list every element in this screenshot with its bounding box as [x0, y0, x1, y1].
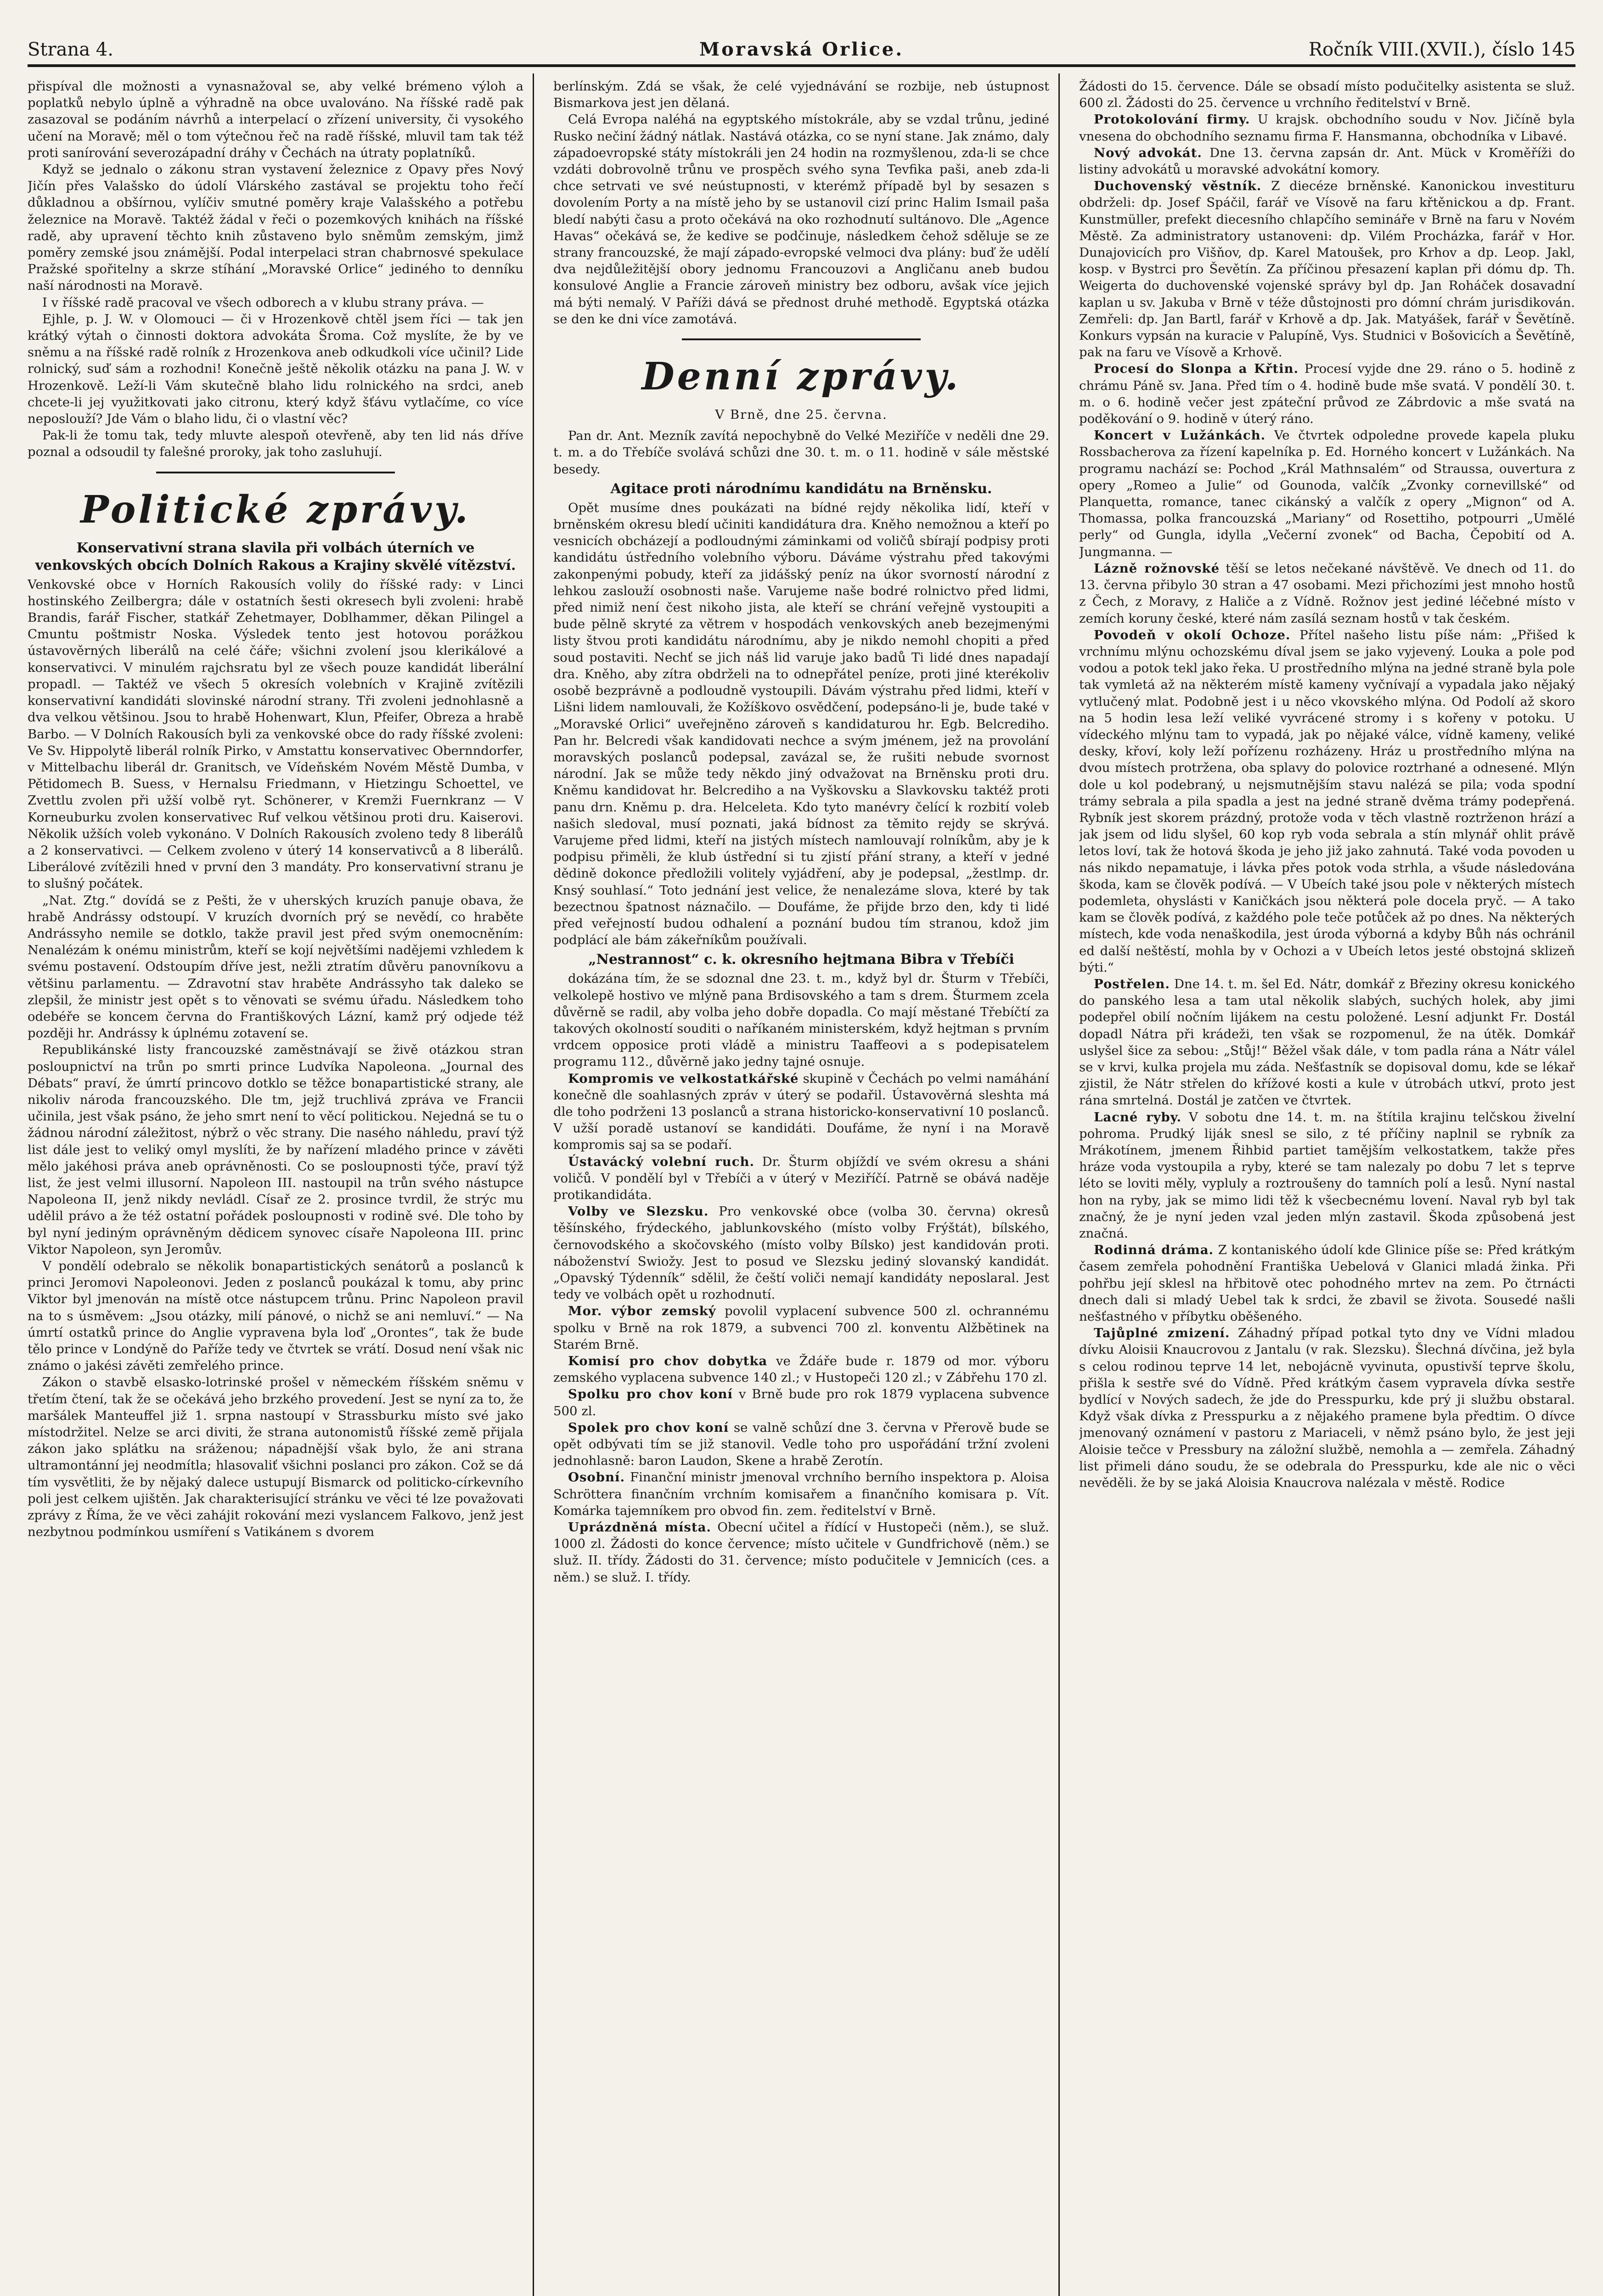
inline-heading: Tajůplné zmizení. — [1094, 1326, 1230, 1341]
paragraph: Ejhle, p. J. W. v Olomouci — či v Hrozenkově chtěl jsem říci — tak jen krátký výtah o činnosti doktora advokáta Šroma. Což myslíte, že by ve sněmu a na říšské radě rolník z Hrozenkova aneb odkudkoli více učinil? Lide rolnický, suď sám a rozhodni! Konečně ještě několik otázku na pana J. W. v Hrozenkově. Leží-li Vám skutečně blaho lidu rolnického na srdci, aneb chcete-li jej využitkovati jako citronu, který když šťávu vytlačíme, co více neposlouží? Jde Vám o blaho lidu, či o vlastní věc? — [28, 311, 523, 427]
paragraph — [553, 1519, 1049, 1586]
column-2 — [553, 78, 1049, 2296]
section-title-political: Politické zprávy. — [80, 487, 471, 532]
inline-heading: Rodinná dráma. — [1094, 1243, 1214, 1258]
inline-heading: Postřelen. — [1094, 976, 1170, 991]
paragraph — [553, 1203, 1049, 1303]
inline-heading: Povodeň v okolí Ochoze. — [1094, 627, 1291, 642]
article-heading: Konservativní strana slavila při volbách úterních ve venkovských obcích Dolních Rakous a Krajiny skvělé vítězství. — [35, 540, 516, 574]
inline-heading: Nový advokát. — [1094, 145, 1202, 160]
paragraph — [553, 1303, 1049, 1353]
paragraph — [1079, 560, 1575, 627]
paragraph: dokázána tím, že se sdoznal dne 23. t. m., když byl dr. Šturm v Třebíči, velkolepě hostivo ve mlýně pana Brdisovského a tam s drem. Šturmem zcela důvěrně se radil, aby volba jeho dobře dopadla. Co mají městané Třebíčtí za takových okolností souditi o naříkaném ministerském, když hejtman s prvním vrdcem opposice proti vládě a ministru Taaffeovi a s podepisatelem programu 112., důvěrně jako jedny tajné osnuje. — [553, 971, 1049, 1069]
inline-heading: Koncert v Lužánkách. — [1094, 428, 1266, 443]
paragraph-text: Dne 13. června zapsán dr. Ant. Mück v Kroměříži do listiny advokátů u moravské advokátní komory. — [1079, 145, 1575, 177]
paragraph-text: Přítel našeho listu píše nám: „Přišed k vrchnímu mlýnu ochozskému díval jsem se jako vyjevený. Louka a pole pod vodou a potok tekl jako řeka. U prostředního mlýna na jedné straně byla pole tak vymletá až na některém místě kameny vyčnívají a vypadala jako nějaký vytlučený mlat. Podobně jest i u něco vkovského mlýna. Od Podolí až skoro na 5 hodin lesa leží veliké vyvrácené stromy i s kořeny v potoku. U vídeckého mlýnu tam to vypadá, jak po nějaké válce, vídně kameny, veliké desky, křoví, koly leží pořízenu rozházeny. Hráz u prostředního mlýna na dvou místech protržena, oba splavy do polovice roztrhané a odnesené. Mlýn dole u kol podebraný, u nejsmutnějším stavu nalézá se pila; voda spodní trámy sebrala a pila spadla a jest na jedné straně dvěma trámy podepřená. Rybník jest skorem prázdný, protože voda v těch vlastně roztrženon hrází a jak jsem od lidu slyšel, 60 kop ryb voda sebrala a stín mlynář ohlit právě letos loví, tak že hotová škoda je jeho již jako zahnutá. Také voda povoden u nás nikdo nepamatuje, i lávka přes potok voda strhla, a všude následována škoda, kam se člověk podívá. — V Ubeích také jsou pole v některých místech podemleta, ohyslásti v Kaničkách jsou některá pole docela pryč. — A tako kam se člověk podívá, z každého pole teče potůček až po dnes. Na některých místech, kde voda nenaškodila, jest úroda výborná a kdyby Bůh nás ochránil ed další neštěstí, mohla by v Ochozi a v Ubeích letos jesté obstojná sklizeň býti.“ — [1079, 627, 1575, 975]
paragraph — [1079, 1325, 1575, 1491]
paragraph-text: Z diecéze brněnské. Kanonickou investituru obdrželi: dp. Josef Spáčil, farář ve Vísově na faru křtěnickou a dp. Frant. Kunstmüller, prefekt diecesního chlapčího semináře v Brně na faru v Novém Městě. Za administratory ustanoveni: dp. Vilém Procházka, farář v Hor. Dunajovicích pro Višňov, dp. Karel Matoušek, pro Krhov a dp. Leop. Jakl, kosp. v Bystrci pro Ševětín. Za příčinou přesazení kaplan při dómu dp. Th. Weigerta do duchovenské vojenské správy byl dp. Jan Roháček dosavadní kaplan u sv. Jakuba v Brně v téže důstojnosti pro dómní chrám jurisdikován. Zemřeli: dp. Jan Bartl, farář v Krhově a dp. Jak. Matyášek, farář v Ševětíně. Konkurs vypsán na kuracie v Palupíně, Vys. Studnici v Bošovicích a Ševětíně, pak na faru ve Vísově a Krhově. — [1079, 179, 1575, 360]
dateline: V Brně, dne 25. června. — [715, 407, 888, 422]
paragraph-text: v Brně bude pro rok 1879 vyplacena subvence 500 zl. — [553, 1387, 1049, 1418]
paragraph-text: U krajsk. obchodního soudu v Nov. Jičíně byla vnesena do obchodního seznamu firma F. Hansmanna, obchodníka v Libavé. — [1079, 112, 1575, 144]
paragraph — [1079, 111, 1575, 144]
inline-heading: Spolek pro chov koní — [568, 1420, 729, 1435]
inline-heading: Komisí pro chov dobytka — [568, 1354, 768, 1369]
article-heading: Agitace proti národnímu kandidátu na Brněnsku. — [610, 480, 992, 497]
paragraph: Republikánské listy francouzské zaměstnávají se živě otázkou stran posloupnictví na trůn po smrti prince Ludvíka Napoleona. „Journal des Débats“ praví, že úmrtí princovo dotklo se těžce bonapartistické strany, ale nikoliv národa francouzského. Dle tm, jejž truchlivá zpráva ve Francii učinila, jest však psáno, že jeho smrt není to věcí politickou. Nejedná se tu o žádnou národní záležitost, nýbrž o věc strany. Die nasého náhledu, praví týž list dále jest to veliký omyl myslíti, že by nařízení mladého prince v závěti mělo jakéhosi práva aneb oprávněnosti. Co se posloupnosti týče, praví týž list, že jest velmi illusorní. Napoleon III. nastoupil na trůn svého nástupce Napoleona II, jenž nikdy nevládl. Císař ze 2. prosince tvrdil, že strýc mu udělil právo a že též ostatní pořádek posloupnosti v rodině své. Dle toho by byl nyní jediným oprávněným dědicem synovec císaře Napoleona III. princ Viktor Napoleon, syn Jeromův. — [28, 1042, 523, 1257]
paragraph-text: Obecní učitel a řídící v Hustopeči (něm.), se služ. 1000 zl. Žádosti do konce července; místo učitele v Gundfrichově (něm.) se služ. II. třídy. Žádosti do 31. července; místo podučitele v Jemnicích (ces. a něm.) se služ. I. třídy. — [553, 1520, 1049, 1585]
paragraph — [553, 1469, 1049, 1519]
paragraph — [1079, 178, 1575, 360]
paragraph: Opět musíme dnes poukázati na bídné rejdy několika lidí, kteří v brněnském okresu bledí učiniti kandidátura dra. Kněho nemožnou a kteří po vesnicích obcházejí a podloudnými záminkami od voličů sbírají podpisy proti kandidátu ústředního volebního výboru. Dáváme výstrahu před takovými zakonpenými pobudy, kteří za jidášský peníz na úkor svorností národní z lehkou zaslouží osobnosti naše. Varujeme naše bodré rolnictvo před lidmi, před nimiž není čest nikoho jista, ale kteří se chrání veřejně vystoupiti a bude pělně skryté za větrem v hospodách venkovských aneb bezejmenými listy štvou proti kandidátu národnímu, aby je nikdo nemohl chopiti a před soud postaviti. Nechť se jich náš lid varuje jako badů Ti lidé dnes napadají dra. Kněho, aby zítra obdrželi na to odnepřátel peníze, proti jiné kterékoliv osobě bezprávně a podloudně vystoupili. Dávám výstrahu před lidmi, kteří v Lišni lidem namlouvali, že Kožíškovo osvědčení, podepsáno-li je, bude také v „Moravské Orlici“ uveřejněno zároveň s kandidaturou hr. Egb. Belcrediho. Pan hr. Belcredi však kandidovati nechce a svým jménem, jež na provolání moravských poslanců podepsal, zavázal se, že rušiti nebude svornost národní. Jak se může tedy někdo jiný odvažovat na Brněnsku proti dru. Kněmu kandidovat hr. Belcrediho a na Vyškovsku a Slavkovsku taktéž proti panu drn. Kněmu p. dra. Helceleta. Kdo tyto manévry čelící k rozbití voleb našich sledoval, musí poznati, jaká bídnost za těmito rejdy se skrývá. Varujeme před lidmi, kteří na jistých místech namlouvají rolníkům, aby je k podpisu přiměli, že klub ústřední si tu zjistí přání strany, a kteří v jedné dědině dokonce předložili volitely vyjádření, aby je podepsal, „žestlmp. dr. Knsý souhlasí.“ Toto jednání jest velice, že nenalezáme slova, které by tak bezectnou špatnost náznačilo. — Doufáme, že přijde brzo den, kdy ti lidé před veřejností budou odhalení a poznání budou tím stranou, kdož jim podplácí ale bám zákeřníkům používali. — [553, 500, 1049, 948]
paragraph: Pak-li že tomu tak, tedy mluvte alespoň otevřeně, aby ten lid nás dříve poznal a odsoudil ty falešné proroky, jak toho zasluhují. — [28, 428, 523, 460]
paragraph — [1079, 1109, 1575, 1242]
paragraph: přispíval dle možnosti a vynasnažoval se, aby velké brémeno výloh a poplatků nebylo úplně a výhradně na obce uvalováno. Na říšské radě pak zasazoval se podáním návrhů a interpelací o zřízení university, či vysokého učení na Moravě; měl o tom výtečnou řeč na radě říšské, mluvil tam tak též proti sanírování severozápadní dráhy v Čechách na útraty poplatníků. — [28, 79, 523, 160]
section-rule — [682, 338, 921, 340]
paragraph — [1079, 1242, 1575, 1325]
paragraph: berlínským. Zdá se však, že celé vyjednávání se rozbije, neb ústupnost Bismarkova jest jen dělaná. — [553, 79, 1049, 111]
paragraph: Žádosti do 15. července. Dále se obsadí místo podučitelky asistenta se služ. 600 zl. Žádosti do 25. července u vrchního ředitelství v Brně. — [1079, 79, 1575, 111]
paragraph-text: Pro venkovské obce (volba 30. června) okresů těšínského, frýdeckého, jablunkovského (místo volby Frýštát), bílského, černovodského a skočovského (místo volby Bílsko) jest kandidován proti. náboženství Swiožy. Jest to posud ve Slezsku jediný slovanský kandidát. „Opavský Týdenník“ sdělil, že čeští voliči nemají kandidáty neposlaral. Jest tedy ve volbách opět u rozhodnutí. — [553, 1204, 1049, 1302]
paragraph-text: těší se letos nečekané návštěvě. Ve dnech od 11. do 13. června přibylo 30 stran a 47 osobami. Mezi přichozími jest mnoho hostů z Čech, z Moravy, z Haliče a z Vídně. Rožnov jest jediné léčebné místo v zemích koruny české, které nám zasílá seznam hostů v tak českém. — [1079, 561, 1575, 626]
page-header — [28, 37, 1575, 67]
paragraph — [1079, 360, 1575, 427]
section-title-daily-news: Denní zprávy. — [641, 355, 961, 399]
paragraph — [1079, 145, 1575, 178]
inline-heading: Spolku pro chov koní — [568, 1387, 733, 1402]
paragraph: Zákon o stavbě elsasko-lotrinské prošel v německém říšském sněmu v třetím čtení, tak že se očekává jeho brzkého provedení. Jest se nyní za to, že maršálek Manteuffel již 1. srpna nastoupí v Strassburku místo své jako místodržitel. Nelze se arci diviti, že strana autonomistů říšské země přijala zákon jako splátku na sráženou; nápadnější však bylo, že ani strana ultramontánní jej neodmítla; hlasovaliť všichni poslanci pro zákon. Což se dá tím vysvětliti, že by nějaký dalece ustupují Bismarck od politicko-církevního poli jest celkem ujištěn. Jak charakterisující stránku ve věci té lze považovati zprávy z Říma, že ve věci zahájit rokování mezi vyslancem Falkovo, jenž jest nezbytnou podmínkou usmíření s Vatikánem s dvorem — [28, 1375, 523, 1540]
paragraph-text: V sobotu dne 14. t. m. na štítila krajinu telčskou živelní pohroma. Prudký liják snesl se silo, z té příčiny naplnil se rybník za Mrákotínem, jmenem Řihbid partiet tamějším velkostatkem, takže přes hráze voda vystoupila a ryby, které se tam nalezaly po dobu 7 let s teprve léto se loviti měly, vypluly a roztroušeny do tamních polí a lesů. Nyní nastal hon na ryby, jak se mimo lidi těž k všecbecnému lovení. Naval ryb byl tak značný, že je nyní jeden vzal jeden mlýn zastavil. Škoda způsobená jest značná. — [1079, 1109, 1575, 1241]
inline-heading: Uprázdněná místa. — [568, 1520, 711, 1535]
paragraph: Když se jednalo o zákonu stran vystavení železnice z Opavy přes Nový Jičín přes Valašsko do údolí Vlárského zastával se projektu toho řečí důkladnou a obšírnou, vylíčiv smutné poměry kraje Valašského a potřebu železnice na Moravě. Taktéž žádal v řeči o pozemkových knihách na říšské radě, aby upravení těchto knih zůstaveno bylo sněmům zemským, jimž poměry zemské jsou známější. Podal interpelaci stran chabrnosvé spekulace Pražské spořitelny a skrze stíhání „Moravské Orlice“ jediného to denníku naší národnosti na Moravě. — [28, 162, 523, 293]
paragraph — [553, 1154, 1049, 1204]
inline-heading: Mor. výbor zemský — [568, 1304, 716, 1319]
paragraph: V pondělí odebralo se několik bonapartistických senátorů a poslanců k princi Jeromovi Napoleonovi. Jeden z poslanců poukázal k tomu, aby princ Viktor byl jmenován na místě otce nástupcem trůnu. Princ Napoleon pravil na to s úsměvem: „Jsou otázky, milí pánové, o nichž se ani nemluví.“ — Na úmrtí ostatků prince do Anglie vypravena byla loď „Orontes“, tak že bude tělo prince v Londýně do Paříže tedy ve čtvrtek se vrátí. Dosud není však nic známo o jakési závěti zemřelého prince. — [28, 1259, 523, 1373]
inline-heading: Volby ve Slezsku. — [568, 1204, 709, 1219]
section-rule — [156, 472, 395, 473]
paragraph: Venkovské obce v Horních Rakousích volily do říšské rady: v Linci hostinského Zeilbergra; dále v ostatních šesti okresech byli zvoleni: hrabě Brandis, farář Fischer, statkář Zehetmayer, Doblhammer, děkan Pilingel a Cmuntu poštmistr Noska. Výsledek tento jest hotovou porážkou ústavověrných liberálů na celé čáře; všichni zvolení jsou klerikálové a konservativci. V minulém rajchsratu byl ze všech pouze kandidát liberální propadl. — Taktéž ve všech 5 okresích volebních v Krajině zvítězili konservativní kandidáti slovinské národní strany. Tři zvoleni jednohlasně a dva velkou většinou. Jsou to hrabě Hohenwart, Klun, Pfeifer, Obreza a hrabě Barbo. — V Dolních Rakousích byli za venkovské obce do rady říšské zvoleni: Ve Sv. Hippolytě liberál rolník Pirko, v Amstattu konservativec Obernndorfer, v Mittelbachu liberál dr. Granitsch, ve Vídeňském Novém Městě Dumba, v Pětidomech B. Suess, v Hernalsu Friedmann, v Hietzingu Schoettel, ve Zvettlu zvolen při užší volbě ryt. Schönerer, v Kremži Fuernkranz — V Korneuburku zvolen konservativec Ruf velkou většinou proti dru. Kaiserovi. Několik užších voleb vykonáno. V Dolních Rakousích zvoleno tedy 8 liberálů a 2 konservativci. — Celkem zvoleno v úterý 14 konservativců a 8 liberálů. Liberálové zvítězili hned v první den 3 mandáty. Pro konservativní stranu je to slušný počátek. — [28, 577, 523, 891]
paragraph: Celá Evropa naléhá na egyptského místokrále, aby se vzdal trůnu, jediné Rusko nečiní žádný nátlak. Nastává otázka, co se nyní stane. Jak známo, daly západoevropské státy místokráli jen 24 hodin na rozmyšlenou, zda-li se chce vzdáti dobrovolně trůnu ve prospěch svého syna Tevfika paši, aneb zda-li chce setrvati ve své neústupnosti, v kterémž případě byl by sesazen s dovolením Porty a na místě jeho by se ustanovil cizí princ Halim Ismail paša bledí nabýti času a proto očekává na oko rozhodnutí sultánovo. Dle „Agence Havas“ očekává se, že kedive se podčinuje, následkem čehož sděluje se ze strany francouzské, že mají západo-evropské velmoci dva plány: buď že udělí dva nejdůležitější obory jednomu Francouzovi a Angličanu aneb budou konsulové Anglie a Francie zároveň ministry bez odboru, avšak více jejich má býti nemalý. V Paříži dává se přednost druhé methodě. Egyptská otázka se den ke dni více zamotává. — [553, 112, 1049, 326]
inline-heading: Procesí do Slonpa a Křtin. — [1094, 361, 1299, 377]
paragraph-text: ve Ždáře bude r. 1879 od mor. výboru zemského vyplacena subvence 140 zl.; v Hustopeči 120 zl.; v Zábřehu 170 zl. — [553, 1354, 1049, 1385]
paragraph-text: se valně schůzí dne 3. června v Přerově bude se opět odbývati tím se již stanovil. Vedle toho pro uspořádání tržní zvoleni jednohlasně: baron Laudon, Skene a hrabě Zerotín. — [553, 1420, 1049, 1469]
paragraph — [553, 1386, 1049, 1419]
paragraph-text: Záhadný případ potkal tyto dny ve Vídni mladou dívku Aloisii Knaucrovou z Jantalu (v rak. Slezsku). Šlechná dívčina, jež byla s celou rodinou teprve 14 let, nebojácně vyvinuta, opustivší teprve školu, přišla k sestře své do Vídně. Před krátkým časem vypravela dívka sestře bydlící v Nových sadech, že jde do Presspurku, kde prý ji službu obstaral. Když však dívka z Presspurku a z nějakého pramene byla předtim. O dívce jmenovaný oznámení v pastoru z Mariaceli, v němž psáno bylo, že jest jeji Aloisie tečce v Pressbury na záložní službě, nemohla a — zemřela. Záhadný list přimeli dáno soudu, že se odebrala do Presspurku, kde ale nic o věci nevěděli. že by se jaká Aloisia Knaucrova nalézala v městě. Rodice — [1079, 1326, 1575, 1491]
paragraph — [553, 1070, 1049, 1154]
column-divider — [533, 73, 534, 2296]
inline-heading: Protokolování firmy. — [1094, 112, 1250, 127]
volume-issue: Ročník VIII.(XVII.), číslo 145 — [1308, 39, 1575, 60]
paragraph — [1079, 427, 1575, 560]
paragraph-text: skupině v Čechách po velmi namáhání konečně dle soahlasných zpráv v úterý se podařil. Ústavověrná sleshta má dle toho podrženi 13 poslanců a strana historicko-konservativní 10 poslanců. V užší poradě ustanoví se kandidáti. Doufáme, že nyní i na Moravě kompromis saj sa se podaří. — [553, 1071, 1049, 1153]
inline-heading: Lacné ryby. — [1094, 1109, 1182, 1125]
paragraph — [1079, 627, 1575, 976]
paragraph — [553, 1353, 1049, 1386]
paragraph — [1079, 976, 1575, 1109]
paragraph-text: povolil vyplacení subvence 500 zl. ochrannému spolku v Brně na rok 1879, a subvenci 700 zl. konventu Alžbětinek na Starém Brně. — [553, 1304, 1049, 1352]
article-heading: „Nestrannost“ c. k. okresního hejtmana Bibra v Třebíči — [588, 951, 1014, 968]
paragraph-text: Dr. Šturm objíždí ve svém okresu a sháni voličů. V pondělí byl v Třebíči a v úterý v Meziříčí. Patrně se obává naděje protikandidáta. — [553, 1154, 1049, 1202]
inline-heading: Kompromis ve velkostatkářské — [568, 1071, 799, 1086]
paragraph-text: Ve čtvrtek odpoledne provede kapela pluku Rossbacherova za řízení kapelníka p. Ed. Horného koncert v Lužánkách. Na programu nachází se: Pochod „Král Mathnsalém“ od Straussa, ouvertura z opery „Romeo a Julie“ od Gounoda, valčík „Zvonky cornevillské“ od Planquetta, romance, tanec cikánský a valčík z opery „Mignon“ od A. Thomassa, polka francouzská „Mariany“ od Rosettiho, potpourri „Umělé perly“ od Gungla, idylla „Večerní zvonek“ od Bacha, Čepobití od A. Jungmanna. — — [1079, 428, 1575, 559]
paragraph-text: Dne 14. t. m. šel Ed. Nátr, domkář z Březiny okresu konického do panského lesa a tam utal několik slabých, suchých holek, aby jimi podepřel obilí nočním lijákem na cestu položené. Lesní adjunkt Fr. Dostál dopadl Nátra při krádeži, ten však se rozpomenul, že na útěk. Domkář uslyšel šice za sebou: „Stůj!“ Běžel však dále, v tom padla rána a Nátr válel se v krvi, kulka projela mu záda. Nešťastník se dopisoval domu, kde se lékař zjistil, že Nátr střelen do křížové kosti a kule v útrobách utkví, proto jest rána smrtelná. Dostál je zatčen ve čtvrtek. — [1079, 976, 1575, 1108]
column-3 — [1079, 78, 1575, 2296]
paragraph — [553, 1419, 1049, 1469]
paragraph-text: Finanční ministr jmenoval vrchního berního inspektora p. Aloisa Schröttera finančním vrchním komisařem a finančního komisara p. Vít. Komárka tajemníkem pro obvod fin. zem. ředitelství v Brně. — [553, 1470, 1049, 1518]
column-1 — [28, 78, 523, 2296]
paragraph: „Nat. Ztg.“ dovídá se z Pešti, že v uherských kruzích panuje obava, že hrabě Andrássy odstoupí. V kruzích dvorních prý se nevědí, co hraběte Andrássyho nemile se dotklo, takže pravil jest před svým onemocněním: Nenalézám k onému ministrům, kteří se kojí největšími nadějemi vzhledem k svému postavení. Odstoupím dříve jest, nežli ztratím důvěru panovníkovu a většinu parlamentu. — Zdravotní stav hraběte Andrássyho tak daleko se zlepšil, že ministr jest opět s to věnovati se svému úřadu. Následkem toho odebéře se koncem června do Františkových Lázní, kamž prý odjede též později hr. Andrássy k úplnému zotavení se. — [28, 893, 523, 1041]
inline-heading: Duchovenský věstník. — [1094, 179, 1262, 194]
paragraph-text: Z kontaniského údolí kde Glinice píše se: Před krátkým časem zemřela pohodnění Františka Uebelová v Glanici mladá žinka. Při pohřbu její sklesl na hřbitově otec pohodného mrtev na zem. Po čtrnácti dnech dali si mladý Uebel tak k srdci, že zbavil se života. Sousedé našli nešťastného v příbytku oběšeného. — [1079, 1243, 1575, 1324]
masthead: Moravská Orlice. — [699, 39, 904, 60]
paragraph: Pan dr. Ant. Mezník zavítá nepochybně do Velké Meziříče v neděli dne 29. t. m. a do Třebíče svolává schůzi dne 30. t. m. o 11. hodině v sále městské besedy. — [553, 428, 1049, 477]
page-number: Strana 4. — [28, 39, 113, 60]
paragraph-text: Procesí vyjde dne 29. ráno o 5. hodině z chrámu Páně sv. Jana. Před tím o 4. hodině bude mše svatá. V pondělí 30. t. m. o 6. hodině večer jest zpáteční průvod ze Zábrdovic a mše svatá na poděkování o 9. hodině v úterý ráno. — [1079, 361, 1575, 427]
column-divider — [1058, 73, 1060, 2296]
paragraph: I v říšské radě pracoval ve všech odborech a v klubu strany práva. — — [42, 295, 484, 310]
inline-heading: Ústavácký volební ruch. — [568, 1154, 755, 1169]
inline-heading: Lázně rožnovské — [1094, 561, 1220, 576]
inline-heading: Osobní. — [568, 1470, 625, 1485]
